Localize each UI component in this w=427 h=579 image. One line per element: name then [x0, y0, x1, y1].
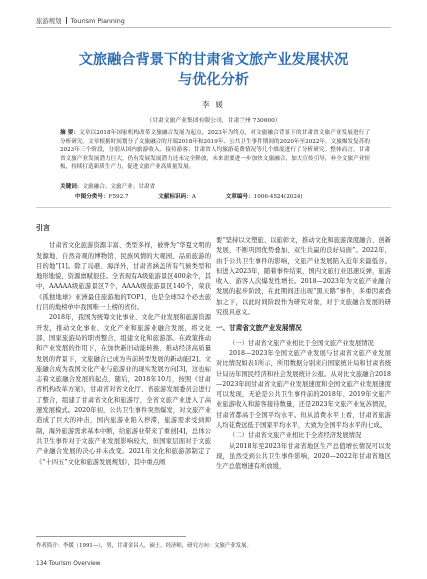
- section-1-paragraph-1: 2018—2023年全国文旅产业发展与甘肃省文旅产业发展对比情况如表1所示，所用数据分别来自国家统计局和甘肃省统计局历年国民经济和社会发展统计公报。从对比文旅融合2018—2023年间甘肃省文旅产业发展速度和全国文旅产业发展速度可以发现，无论是公共卫生事件前的2018年、2019年文旅产业旅游收入和游客接待数量，还是2023年文旅产业复苏情况，甘肃省都高于全国平均水平。但从消费水平上看，甘肃省旅游人均花费远低于国家平均水平，大致为全国平均水平的七成。: [216, 349, 391, 430]
- section-1-paragraph-2: 从2018年至2023年甘肃省地区生产总值增长情况可以发现，虽然受到公共卫生事件影响，2020—2022年甘肃省地区生产总值增速有所放缓，: [216, 442, 391, 471]
- intro-paragraph-2: 2018年，我国为统筹文化事业、文化产业发展和旅游资源开发，推动文化事业、文化产业和旅游业融合发展，将文化部、国家旅游局的职责整合，组建文化和旅游部。在政策推动和产业发展的作用下，在加快新旧动能转换、推动经济高质量发展的背景下，文旅融合已成为当前转型发展的新动能[2]。文旅融合成为我国文化产业与旅游业的现实发展方向[3]，这也标志着文旅融合发展的起点，随后，2018年10月，按照《甘肃省机构改革方案》，甘肃省对省文化厅、省旅游发展委员会进行了整合，组建了甘肃省文化和旅游厅，全省文旅产业进入了高速发展模式。2020年初，公共卫生事件突然爆发，对文旅产业造成了巨大的冲击，国内旅游业陷入停滞，旅游需求受到抑制，海外旅游需求基本中断，给旅游业带来了重创[4]，总体公共卫生事件对于文旅产业发展影响较大，但国家层面对于文旅产业融合发展的决心并未改变。2021年文化和旅游部制定了《“十四五”文化和旅游发展规划》，其中重点阐: [36, 314, 211, 466]
- article-title: [0, 50, 427, 90]
- footnote-rule: [36, 536, 186, 537]
- clc-label: 中图分类号：: [75, 194, 109, 200]
- header-divider: [66, 17, 67, 24]
- keywords-text: 文旅融合；文旅产业；甘肃省: [82, 184, 156, 190]
- subsection-1-heading: （一）甘肃省文旅产业相比于全国文旅产业发展情况: [229, 339, 374, 347]
- classification-line: [75, 192, 331, 200]
- page-number: 134: [36, 561, 48, 567]
- article-number-label: 文章编号：: [225, 194, 254, 200]
- page-footer: [36, 561, 101, 567]
- running-header: [36, 16, 125, 25]
- doc-code-value: A: [191, 194, 196, 200]
- author-affiliation: （甘肃文旅产业集团有限公司，甘肃兰州 730000）: [146, 118, 281, 124]
- intro-paragraph-1: 甘肃省文化旅游资源丰富、类型多样，被誉为“华夏文明的发源地、自然奇观的博物馆、民族风情的大观园、品质旅游的目的地”[1]。除了岛礁、海洋外，甘肃省涵盖所有气候类型和地形地貌，资源禀赋很佳。全省现有A级旅游景区400余个，其中，AAAAA级旅游景区7个，AAAA级旅游景区140个，荣获《孤独地球》亚洲最佳旅游地的TOP1，也是全球52个必去旅行目的地榜单中我国唯一上榜的省份。: [36, 242, 211, 312]
- article-number-value: 1006-4524(2024): [253, 194, 303, 200]
- intro-heading: 引言: [36, 223, 50, 232]
- intro-continuation: 要“坚持以文塑旅、以旅彰文，推动文化和旅游深度融合、创新发展，不断巩固优势叠加、双生共赢的良好局面”。2022年，由于公共卫生事件的影响，文旅产业发展陷入近年来最低谷。但进入2023年，随着事件结束，国内文旅行业迅速反弹，旅游收入、游客人次爆发性增长。2018—2023年为文旅产业融合发展的起步阶段，在此期间还出现“黑天鹅”事件，多重因素叠加之下，以此时间阶段作为研究对象，对于文旅融合发展的研究很具意义。: [216, 237, 391, 317]
- journal-name: Tourism Overview: [48, 561, 101, 567]
- keywords: [60, 183, 370, 192]
- header-rule: [36, 27, 391, 28]
- keywords-label: 关键词：: [60, 184, 83, 190]
- abstract-text: 文章以2018年国家机构改革文旅融合发展为起点，2023年为终点，对文旅融合背景下的甘肃省文旅产业发展进行了分析研究。文章根据时间划分了文旅融合的开端2018年和2019年、公共卫生事件期间的2020年至2022年、文旅爆发复苏的2023年三个阶段，分别从国内旅游收入、接待游客、甘肃省人均旅游花费情况等几个维度进行了分析研究。整体而言，甘肃省文旅产业发展潜力巨大，仍有发展发展潜力还未完全释放，未来需要进一步加快文旅融合，加大宣传引导，补全文旅产业短板，持续打造新质生产力，促进文旅产业高质量发展。: [60, 130, 370, 171]
- clc-value: F592.7: [108, 194, 129, 200]
- title-line-1: 文旅融合背景下的甘肃省文旅产业发展状况: [78, 52, 349, 68]
- doc-code-label: 文献标识码：: [158, 194, 192, 200]
- author-name: 李 媛: [202, 100, 225, 109]
- subsection-2-heading: （二）甘肃省文旅产业相比于全省经济发展情况: [229, 432, 362, 440]
- header-section-en: Tourism Planning: [70, 17, 125, 25]
- header-section-cn: 旅游规划: [36, 17, 62, 25]
- abstract: [60, 129, 370, 172]
- left-column: [36, 223, 211, 468]
- right-column: [216, 236, 391, 473]
- section-rule: [36, 207, 391, 208]
- title-line-2: 与优化分析: [178, 72, 249, 88]
- section-1-heading: 一、甘肃省文旅产业发展情况: [216, 324, 302, 333]
- author-footnote: 作者简介：李媛（1991—），男，甘肃金昌人，硕士，经济师，研究方向：文旅产业发展。: [36, 543, 252, 549]
- abstract-label: 摘 要：: [60, 130, 80, 136]
